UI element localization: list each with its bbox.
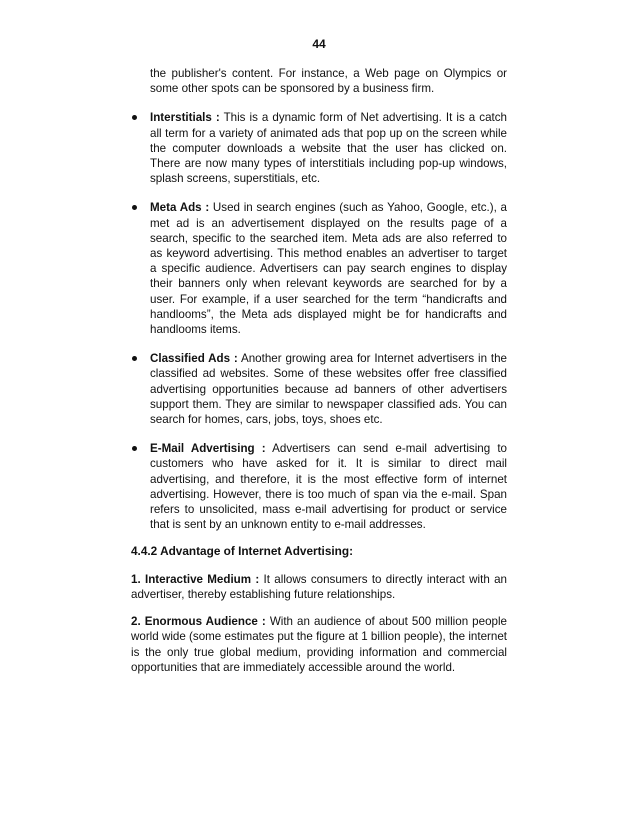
section-heading: 4.4.2 Advantage of Internet Advertising:	[131, 544, 353, 559]
item-label: E-Mail Advertising :	[150, 442, 266, 456]
item-label: Classified Ads :	[150, 352, 238, 366]
intro-paragraph: the publisher's content. For instance, a Web page on Olympics or some other spots can be sponsored by a business firm.	[150, 67, 507, 96]
bullet-icon	[132, 356, 137, 361]
item-description: This is a dynamic form of Net advertising. It is a catch all term for a variety of animated ads that pop up on the screen while the computer downloads a website that the user has clicked on. There are now many types of interstitials including pop-up windows, splash screens, superstitials, etc.	[150, 111, 507, 186]
page-number: 44	[312, 37, 326, 51]
advantage-interactive-medium	[131, 572, 507, 602]
item-description: Advertisers can send e-mail advertising to customers who have asked for it. It is similar to direct mail advertising, and therefore, it is the most effective form of internet advertising. However, there is too much of span via the e-mail. Span refers to unsolicited, mass e-mail advertising for product or service that is sent by an unknown entity to e-mail addresses.	[150, 442, 507, 532]
item-label: Meta Ads :	[150, 201, 210, 215]
list-item-meta-ads	[131, 200, 507, 337]
list-item-text	[150, 110, 507, 186]
advantage-description: It allows consumers to directly interact with an advertiser, thereby establishing future relationships.	[131, 572, 507, 601]
advantage-label: 2. Enormous Audience :	[131, 615, 266, 629]
advantage-description: With an audience of about 500 million people world wide (some estimates put the figure at 1 billion people), the internet is the only true global medium, providing information and commercial opportunities that are immediately accessible around the world.	[131, 615, 507, 674]
item-label: Interstitials :	[150, 111, 220, 125]
bullet-icon	[132, 205, 137, 210]
advantage-label: 1. Interactive Medium :	[131, 572, 260, 586]
bullet-icon	[132, 446, 137, 451]
item-description: Another growing area for Internet advertisers in the classified ad websites. Some of these websites offer free classified advertising opportunities because ad banners of other advertisers support them. They are similar to newspaper classified ads. You can search for homes, cars, jobs, toys, shoes etc.	[150, 352, 507, 427]
list-item-text	[150, 351, 507, 427]
list-item-email-advertising	[131, 441, 507, 532]
list-item-classified-ads	[131, 351, 507, 427]
list-item-interstitials	[131, 110, 507, 186]
item-description: Used in search engines (such as Yahoo, Google, etc.), a met ad is an advertisement displayed on the results page of a search, specific to the searched item. Meta ads are also referred to as keyword advertising. This method enables an advertiser to target a specific audience. Advertisers can pay search engines to display their banners only when relevant keywords are searched for by a user. For example, if a user searched for the term “handicrafts and handlooms”, the Meta ads displayed might be for handicrafts and handlooms items.	[150, 201, 507, 337]
bullet-icon	[132, 115, 137, 120]
document-body	[131, 66, 507, 675]
advantage-enormous-audience	[131, 614, 507, 675]
list-item-text	[150, 441, 507, 532]
list-item-text	[150, 200, 507, 337]
